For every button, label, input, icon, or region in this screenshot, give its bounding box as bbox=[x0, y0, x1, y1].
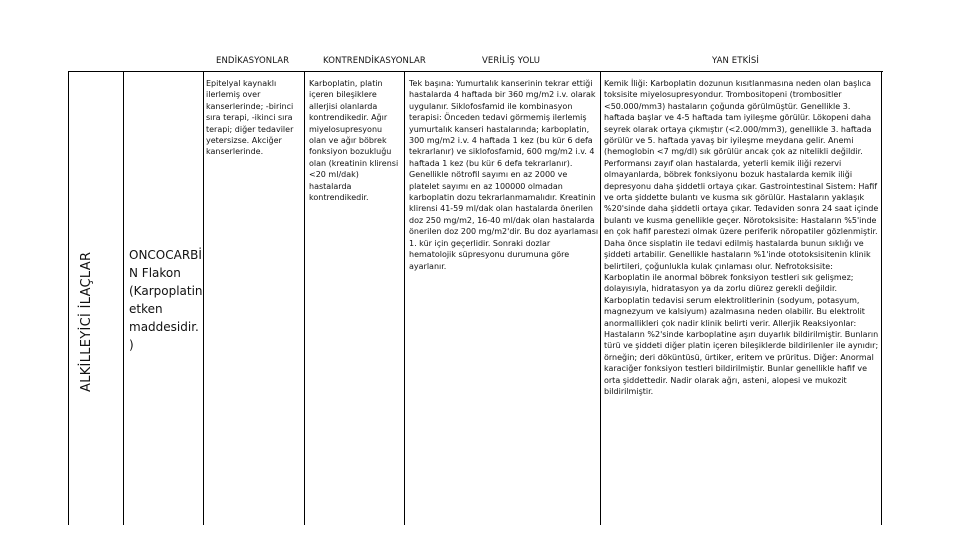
header-contraindications: KONTRENDİKASYONLAR bbox=[323, 56, 426, 66]
header-side-effects: YAN ETKİSİ bbox=[712, 56, 759, 66]
drug-class-label: ALKİLLEYİCİ İLAÇLAR bbox=[79, 251, 94, 392]
side-effects-cell: Kemik İliği: Karboplatin dozunun kısıtlanmasına neden olan başlıca toksisite miyelosupresyondur. Trombositopeni (trombositler <50.000/mm3) hastaların çoğunda görülmüştür. Genellikle 3. haftada başlar ve 4-5 haftada tam iyileşme görülür. Lökopeni daha seyrek olarak ortaya çıkmıştır (<2.000/mm3), genellikle 3. haftada görülür ve 5. haftada yavaş bir iyileşme meydana gelir. Anemi (hemoglobin <7 mg/dl) sık görülür ancak çok az nitelikli değildir. Performansı zayıf olan hastalarda, yeterli kemik iliği rezervi olmayanlarda, böbrek fonksiyonu bozuk hastalarda kemik iliği depresyonu daha şiddetli ortaya çıkar. Gastrointestinal Sistem: Hafif ve orta şiddette bulantı ve kusma sık görülür. Hastaların yaklaşık %20'sinde daha şiddetli ortaya çıkar. Tedaviden sonra 24 saat içinde bulantı ve kusma genellikle geçer. Nörotoksisite: Hastaların %5'inde en çok hafif parestezi olmak üzere periferik nöropatiler gözlenmiştir. Daha önce sisplatin ile tedavi edilmiş hastalarda bunun sıklığı ve şiddeti artabilir. Genellikle hastaların %1'inde ototoksisitenin klinik belirtileri, çoğunlukla kulak çınlaması olur. Nefrotoksisite: Karboplatin ile anormal böbrek fonksiyon testleri sık gelişmez; dolayısıyla, hidratasyon ya da zorlu diürez gerekli değildir. Karboplatin tedavisi serum elektrolitlerinin (sodyum, potasyum, magnezyum ve kalsiyum) azalmasına neden olabilir. Bu elektrolit anormallikleri çok nadir klinik belirti verir. Allerjik Reaksiyonlar: Hastaların %2'sinde karboplatine aşırı duyarlık bildirilmiştir. Bunların türü ve şiddeti diğer platin içeren bileşiklerde bildirilenler ile aynıdır; örneğin; deri döküntüsü, ürtiker, eritem ve prüritus. Diğer: Anormal karaciğer fonksiyon testleri bildirilmiştir. Bunlar genellikle hafif ve orta şiddettedir. Nadir olarak ağrı, asteni, alopesi ve mukozit bildirilmiştir. bbox=[604, 79, 879, 396]
column-divider-1 bbox=[123, 72, 124, 525]
header-indications: ENDİKASYONLAR bbox=[216, 56, 290, 66]
table-border-right bbox=[881, 72, 882, 525]
table-border-left bbox=[68, 72, 69, 525]
column-divider-5 bbox=[600, 72, 601, 525]
contraindications-cell: Karboplatin, platin içeren bileşiklere allerjisi olanlarda kontrendikedir. Ağır miyelosupresyonu olan ve ağır böbrek fonksiyon bozukluğu olan (kreatinin klirensi <20 ml/dak) hastalarda kontrendikedir. bbox=[309, 79, 399, 203]
drug-name: ONCOCARBİN Flakon (Karpoplatin etken maddesidir. ) bbox=[129, 248, 203, 352]
column-divider-3 bbox=[304, 72, 305, 525]
route-cell: Tek başına: Yumurtalık kanserinin tekrar ettiği hastalarda 4 haftada bir 360 mg/m2 i.v. olarak uygulanır. Siklofosfamid ile kombinasyon terapisi: Önceden tedavi görmemiş ilerlemiş yumurtalık kanseri hastalarında; karboplatin, 300 mg/m2 i.v. 4 haftada 1 kez (bu kür 6 defa tekrarlanır) ve siklofosfamid, 600 mg/m2 i.v. 4 haftada 1 kez (bu kür 6 defa tekrarlanır). Genellikle nötrofil sayımı en az 2000 ve platelet sayımı en az 100000 olmadan karboplatin dozu tekrarlanmamalıdır. Kreatinin klirensi 41-59 ml/dak olan hastalarda önerilen doz 250 mg/m2, 16-40 ml/dak olan hastalarda önerilen doz 200 mg/m2'dir. Bu doz ayarlaması 1. kür için geçerlidir. Sonraki dozlar hematolojik süpresyonu durumuna göre ayarlanır. bbox=[409, 79, 599, 271]
header-route: VERİLİŞ YOLU bbox=[482, 56, 541, 66]
column-divider-4 bbox=[404, 72, 405, 525]
table-top-border bbox=[68, 71, 883, 72]
indications-cell: Epitelyal kaynaklı ilerlemiş over kanserlerinde; -birinci sıra terapi, -ikinci sıra terapi; diğer tedaviler yetersizse. Akciğer kanserlerinde. bbox=[206, 79, 294, 157]
